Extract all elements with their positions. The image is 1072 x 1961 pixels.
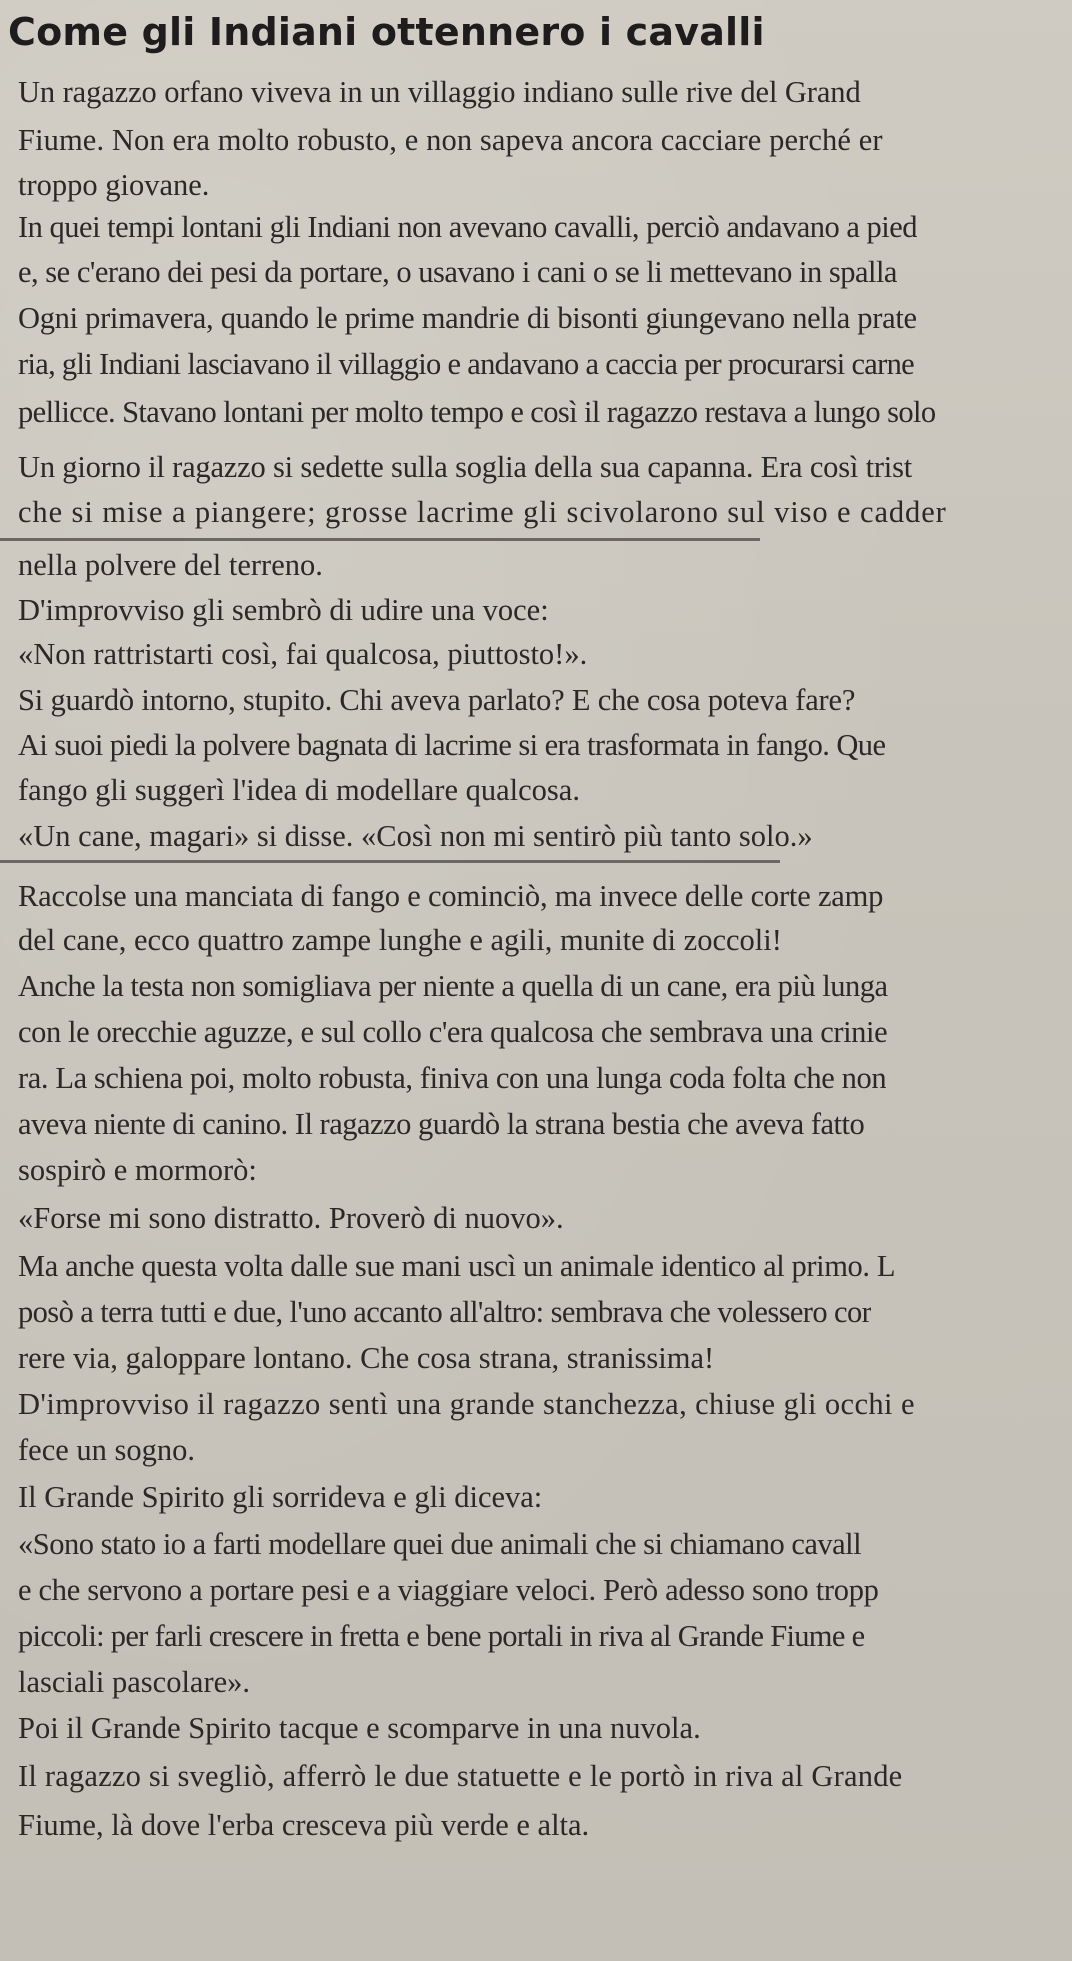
text-line: Fiume, là dove l'erba cresceva più verde e alta.: [18, 1808, 590, 1842]
text-line: In quei tempi lontani gli Indiani non avevano cavalli, perciò andavano a pied: [18, 210, 918, 244]
text-line: piccoli: per farli crescere in fretta e bene portali in riva al Grande Fiume e: [18, 1619, 865, 1653]
text-line: Un giorno il ragazzo si sedette sulla soglia della sua capanna. Era così trist: [18, 450, 913, 484]
text-line: lasciali pascolare».: [18, 1665, 251, 1699]
underline-rule: [0, 860, 780, 863]
text-line: D'improvviso il ragazzo sentì una grande stanchezza, chiuse gli occhi e: [18, 1387, 915, 1421]
text-line: sospirò e mormorò:: [18, 1153, 257, 1187]
text-line: posò a terra tutti e due, l'uno accanto all'altro: sembrava che volessero cor: [18, 1295, 872, 1329]
text-line: fece un sogno.: [18, 1433, 196, 1467]
text-line: Raccolse una manciata di fango e cominciò, ma invece delle corte zamp: [18, 879, 884, 913]
text-line: ra. La schiena poi, molto robusta, finiva con una lunga coda folta che non: [18, 1061, 887, 1095]
text-line: e, se c'erano dei pesi da portare, o usavano i cani o se li mettevano in spalla: [18, 255, 897, 289]
text-line: che si mise a piangere; grosse lacrime gli scivolarono sul viso e cadder: [18, 495, 947, 529]
text-line: Il ragazzo si svegliò, afferrò le due statuette e le portò in riva al Grande: [18, 1759, 903, 1793]
text-line: pellicce. Stavano lontani per molto tempo e così il ragazzo restava a lungo solo: [18, 395, 936, 429]
text-line: «Forse mi sono distratto. Proverò di nuovo».: [18, 1201, 564, 1235]
underline-rule: [0, 538, 760, 541]
text-line: Ogni primavera, quando le prime mandrie di bisonti giungevano nella prate: [18, 301, 917, 335]
text-line: aveva niente di canino. Il ragazzo guardò la strana bestia che aveva fatto: [18, 1107, 865, 1141]
text-line: D'improvviso gli sembrò di udire una voce:: [18, 593, 549, 627]
text-line: e che servono a portare pesi e a viaggiare veloci. Però adesso sono tropp: [18, 1573, 879, 1607]
text-line: «Un cane, magari» si disse. «Così non mi sentirò più tanto solo.»: [18, 819, 813, 853]
text-line: rere via, galoppare lontano. Che cosa strana, stranissima!: [18, 1341, 715, 1375]
text-line: Ma anche questa volta dalle sue mani uscì un animale identico al primo. L: [18, 1249, 896, 1283]
text-line: con le orecchie aguzze, e sul collo c'era qualcosa che sembrava una crinie: [18, 1015, 888, 1049]
story-title: Come gli Indiani ottennero i cavalli: [8, 10, 765, 54]
text-line: Un ragazzo orfano viveva in un villaggio indiano sulle rive del Grand: [18, 75, 861, 109]
text-line: Ai suoi piedi la polvere bagnata di lacrime si era trasformata in fango. Que: [18, 728, 886, 762]
text-line: Fiume. Non era molto robusto, e non sapeva ancora cacciare perché er: [18, 123, 883, 157]
text-line: Poi il Grande Spirito tacque e scomparve in una nuvola.: [18, 1711, 701, 1745]
text-line: Si guardò intorno, stupito. Chi aveva parlato? E che cosa poteva fare?: [18, 683, 856, 717]
text-line: troppo giovane.: [18, 168, 210, 202]
text-line: Anche la testa non somigliava per niente a quella di un cane, era più lunga: [18, 969, 888, 1003]
text-line: «Non rattristarti così, fai qualcosa, piuttosto!».: [18, 637, 588, 671]
text-line: del cane, ecco quattro zampe lunghe e agili, munite di zoccoli!: [18, 923, 782, 957]
text-line: nella polvere del terreno.: [18, 548, 323, 582]
text-line: ria, gli Indiani lasciavano il villaggio e andavano a caccia per procurarsi carne: [18, 347, 914, 381]
text-line: Il Grande Spirito gli sorrideva e gli diceva:: [18, 1480, 543, 1514]
text-line: fango gli suggerì l'idea di modellare qualcosa.: [18, 773, 580, 807]
text-line: «Sono stato io a farti modellare quei due animali che si chiamano cavall: [18, 1527, 862, 1561]
